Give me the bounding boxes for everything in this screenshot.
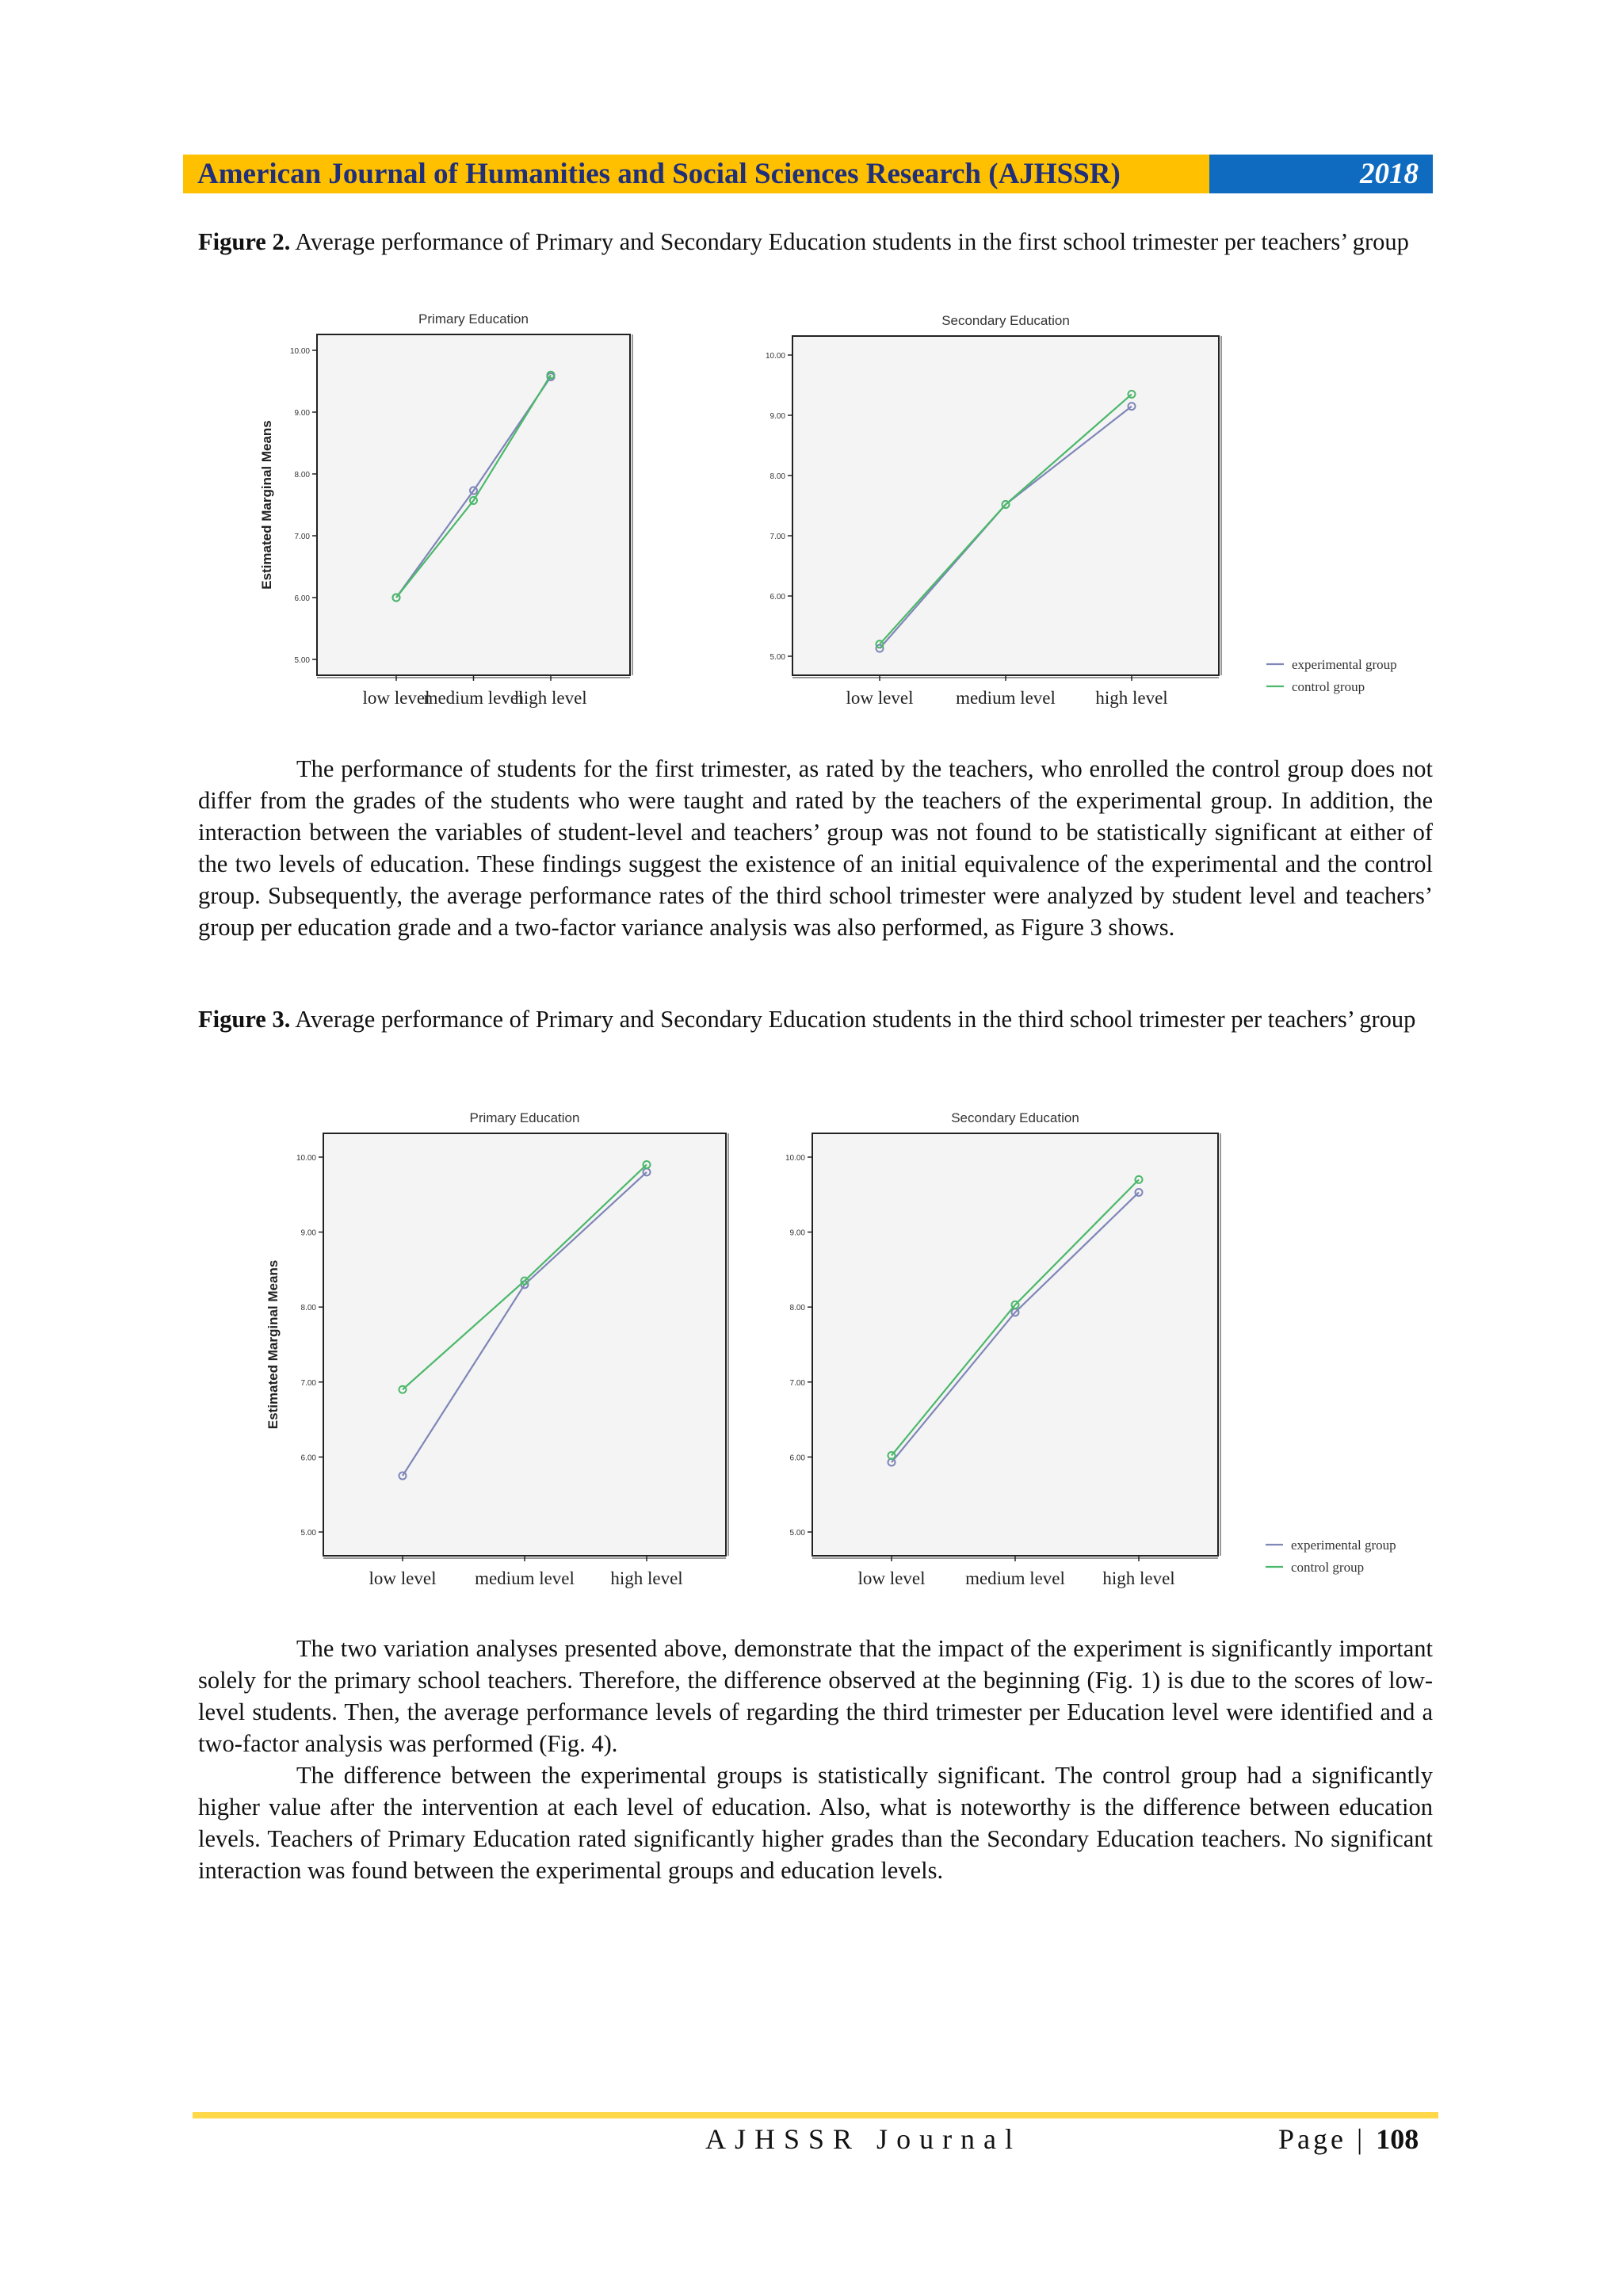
chart-title: Secondary Education [951,1110,1079,1125]
y-tick-label: 6.00 [769,593,785,602]
y-tick-label: 10.00 [289,347,310,356]
x-category-label: medium level [475,1568,575,1588]
chart-3 [785,1110,1396,1588]
paragraph-1 [198,753,1433,943]
x-category-label: high level [514,688,587,708]
figure-3-svg [238,1090,1442,1605]
chart-title: Secondary Education [941,313,1070,328]
chart-title: Primary Education [469,1110,580,1125]
legend-label: control group [1292,679,1365,694]
legend-label: control group [1291,1560,1365,1575]
x-category-label: high level [1102,1568,1175,1588]
footer-page [1278,2122,1419,2156]
figure-3 [238,1090,1442,1605]
paragraph-3-text: The difference between the experimental groups is statistically significant. The control group had a significantly higher value after the intervention at each level of education. Also, what is noteworthy is the difference between education levels. Teachers of Primary Education rated significantly higher grades than the Secondary Education teachers. No significant interaction was found between the experimental groups and education levels. [198,1762,1433,1884]
paragraph-2-text: The two variation analyses presented above, demonstrate that the impact of the experiment is significantly important solely for the primary school teachers. Therefore, the difference observed at the beginning (Fig. 1) is due to the scores of low-level students. Then, the average performance levels of regarding the third trimester per Education level were identified and a two-factor analysis was performed (Fig. 4). [198,1635,1433,1757]
y-tick-label: 10.00 [765,352,785,361]
x-category-label: medium level [423,688,524,708]
paragraph-3 [198,1759,1433,1886]
y-axis-label: Estimated Marginal Means [265,1259,281,1430]
y-tick-label: 7.00 [294,533,310,541]
x-category-label: high level [610,1568,683,1588]
y-tick-label: 8.00 [300,1304,316,1313]
y-tick-label: 8.00 [294,471,310,479]
x-category-label: low level [369,1568,437,1588]
y-tick-label: 5.00 [789,1529,805,1538]
figure-2-caption-text: Average performance of Primary and Secondary Education students in the first school trimester per teachers’ group [295,228,1409,255]
y-tick-label: 10.00 [785,1154,805,1163]
y-tick-label: 5.00 [300,1529,316,1538]
footer-divider [193,2112,1438,2118]
y-tick-label: 6.00 [300,1454,316,1463]
figure-2-label: Figure 2. [198,228,291,255]
chart-0 [259,311,632,708]
figure-3-label: Figure 3. [198,1006,291,1033]
legend-label: experimental group [1292,657,1397,672]
figure-2-svg [238,295,1442,723]
journal-title: American Journal of Humanities and Social Sciences Research (AJHSSR) [183,155,1209,193]
legend-label: experimental group [1291,1538,1396,1553]
paragraph-2 [198,1633,1433,1759]
paragraph-1-text: The performance of students for the first trimester, as rated by the teachers, who enrolled the control group does not differ from the grades of the students who were taught and rated by the teachers of the experimental group. In addition, the interaction between the variables of student-level and teachers’ group was not found to be statistically significant at either of the two levels of education. These findings suggest the existence of an initial equivalence of the experimental and the control group. Subsequently, the average performance rates of the third school trimester were analyzed by student level and teachers’ group per education grade and a two-factor variance analysis was also performed, as Figure 3 shows. [198,755,1433,941]
y-tick-label: 8.00 [789,1304,805,1313]
figure-2-caption [198,226,1433,258]
x-category-label: low level [857,1568,926,1588]
plot-area [323,1133,726,1556]
x-category-label: low level [846,688,914,708]
chart-2 [265,1110,728,1588]
figure-3-caption [198,1003,1433,1035]
figure-2 [238,295,1442,723]
footer-journal-name: AJHSSR Journal [705,2123,1022,2155]
y-axis-label: Estimated Marginal Means [259,420,274,590]
footer-page-label: Page | [1278,2123,1366,2155]
y-tick-label: 8.00 [769,472,785,481]
x-category-label: low level [362,688,430,708]
x-category-label: medium level [956,688,1056,708]
chart-title: Primary Education [418,311,529,327]
chart-1 [766,313,1397,708]
y-tick-label: 9.00 [769,412,785,421]
figure-3-caption-text: Average performance of Primary and Secondary Education students in the third school trimester per teachers’ group [295,1006,1416,1033]
y-tick-label: 9.00 [789,1228,805,1238]
y-tick-label: 7.00 [789,1378,805,1388]
y-tick-label: 5.00 [769,653,785,662]
y-tick-label: 6.00 [294,594,310,603]
y-tick-label: 6.00 [789,1454,805,1463]
journal-header [183,155,1433,193]
y-tick-label: 10.00 [296,1154,316,1163]
y-tick-label: 9.00 [300,1228,316,1238]
x-category-label: medium level [965,1568,1065,1588]
y-tick-label: 7.00 [300,1378,316,1388]
y-tick-label: 9.00 [294,409,310,418]
footer-page-number: 108 [1376,2123,1419,2155]
x-category-label: high level [1095,688,1168,708]
y-tick-label: 7.00 [769,533,785,541]
plot-area [812,1133,1218,1556]
journal-year: 2018 [1209,155,1433,193]
y-tick-label: 5.00 [294,656,310,665]
